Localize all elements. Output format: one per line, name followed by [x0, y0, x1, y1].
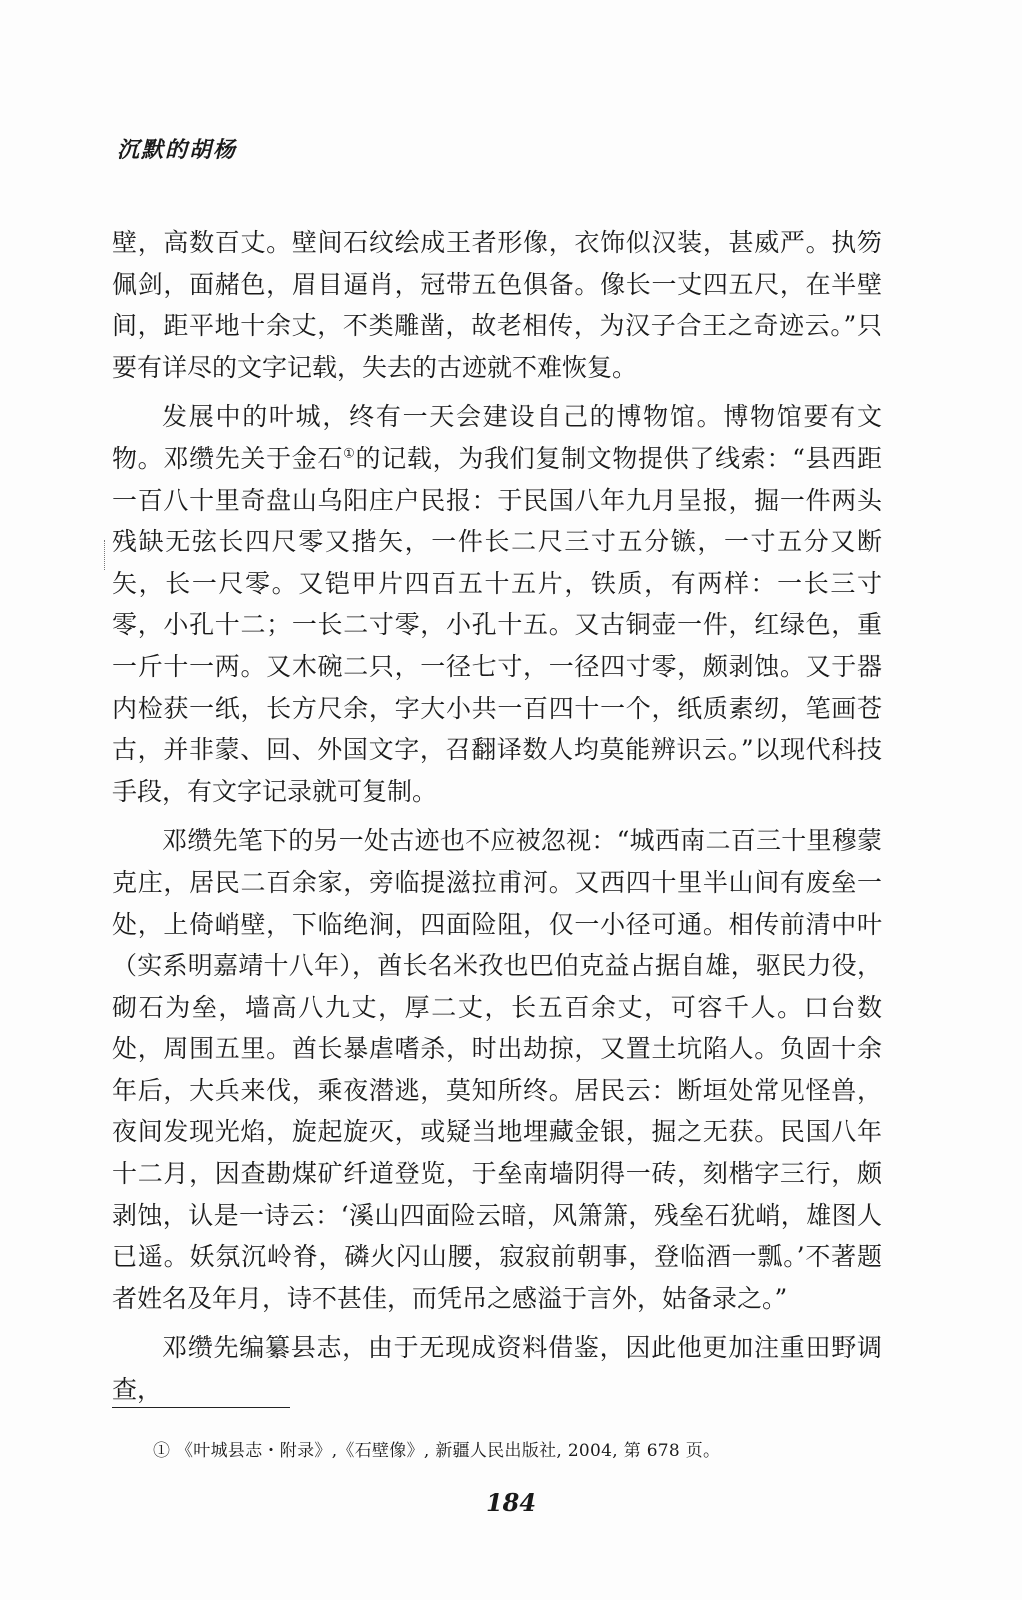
paragraph-1: 壁，高数百丈。壁间石纹绘成王者形像，衣饰似汉装，甚威严。执笏佩剑，面赭色，眉目逼肖，冠带五色俱备。像长一丈四五尺，在半壁间，距平地十余丈，不类雕凿，故老相传，为汉子合王之奇迹云。”只要有详尽的文字记载，失去的古迹就不难恢复。	[112, 228, 882, 382]
running-head: 沉默的胡杨	[117, 137, 238, 163]
body-text	[112, 222, 882, 1411]
paragraph-4: 邓缵先编纂县志，由于无现成资料借鉴，因此他更加注重田野调查，	[112, 1333, 882, 1405]
footnote: ① 《叶城县志・附录》,《石壁像》, 新疆人民出版社, 2004, 第 678 页。	[153, 1441, 721, 1461]
paragraph-2-part-2: 的记载，为我们复制文物提供了线索：“县西距一百八十里奇盘山乌阳庄户民报：于民国八年九月呈报，掘一件两头残缺无弦长四尺零又揩矢，一件长二尺三寸五分镞，一寸五分又断矢，长一尺零。又铠甲片四百五十五片，铁质，有两样：一长三寸零，小孔十二；一长二寸零，小孔十五。又古铜壶一件，红绿色，重一斤十一两。又木碗二只，一径七寸，一径四寸零，颇剥蚀。又于器内检获一纸，长方尺余，字大小共一百四十一个，纸质素纫，笔画苍古，并非蒙、回、外国文字，召翻译数人均莫能辨识云。”以现代科技手段，有文字记录就可复制。	[112, 443, 882, 806]
paragraph-2	[112, 396, 882, 812]
paragraph-3: 邓缵先笔下的另一处古迹也不应被忽视：“城西南二百三十里穆蒙克庄，居民二百余家，旁临提滋拉甫河。又西四十里半山间有废垒一处，上倚峭壁，下临绝涧，四面险阻，仅一小径可通。相传前清中叶（实系明嘉靖十八年），酋长名米孜也巴伯克益占据自雄，驱民力役，砌石为垒，墙高八九丈，厚二丈，长五百余丈，可容千人。口台数处，周围五里。酋长暴虐嗜杀，时出劫掠，又置土坑陷人。负固十余年后，大兵来伐，乘夜潜逃，莫知所终。居民云：断垣处常见怪兽，夜间发现光焰，旋起旋灭，或疑当地埋藏金银，掘之无获。民国八年十二月，因查勘煤矿纤道登览，于垒南墙阴得一砖，刻楷字三行，颇剥蚀，认是一诗云：‘溪山四面险云暗，风箫箫，残垒石犹峭，雄图人已遥。妖氛沉岭脊，磷火闪山腰，寂寂前朝事，登临酒一瓢。’不著题者姓名及年月，诗不甚佳，而凭吊之感溢于言外，姑备录之。”	[112, 826, 882, 1313]
footnote-divider	[112, 1407, 290, 1408]
page-number: 184	[485, 1488, 537, 1517]
scan-artifact	[104, 540, 109, 570]
paragraph-2-part-1: 发展中的叶城，终有一天会建设自己的博物馆。博物馆要有文物。邓缵先关于金石	[112, 402, 882, 473]
footnote-reference: ①	[343, 446, 356, 462]
